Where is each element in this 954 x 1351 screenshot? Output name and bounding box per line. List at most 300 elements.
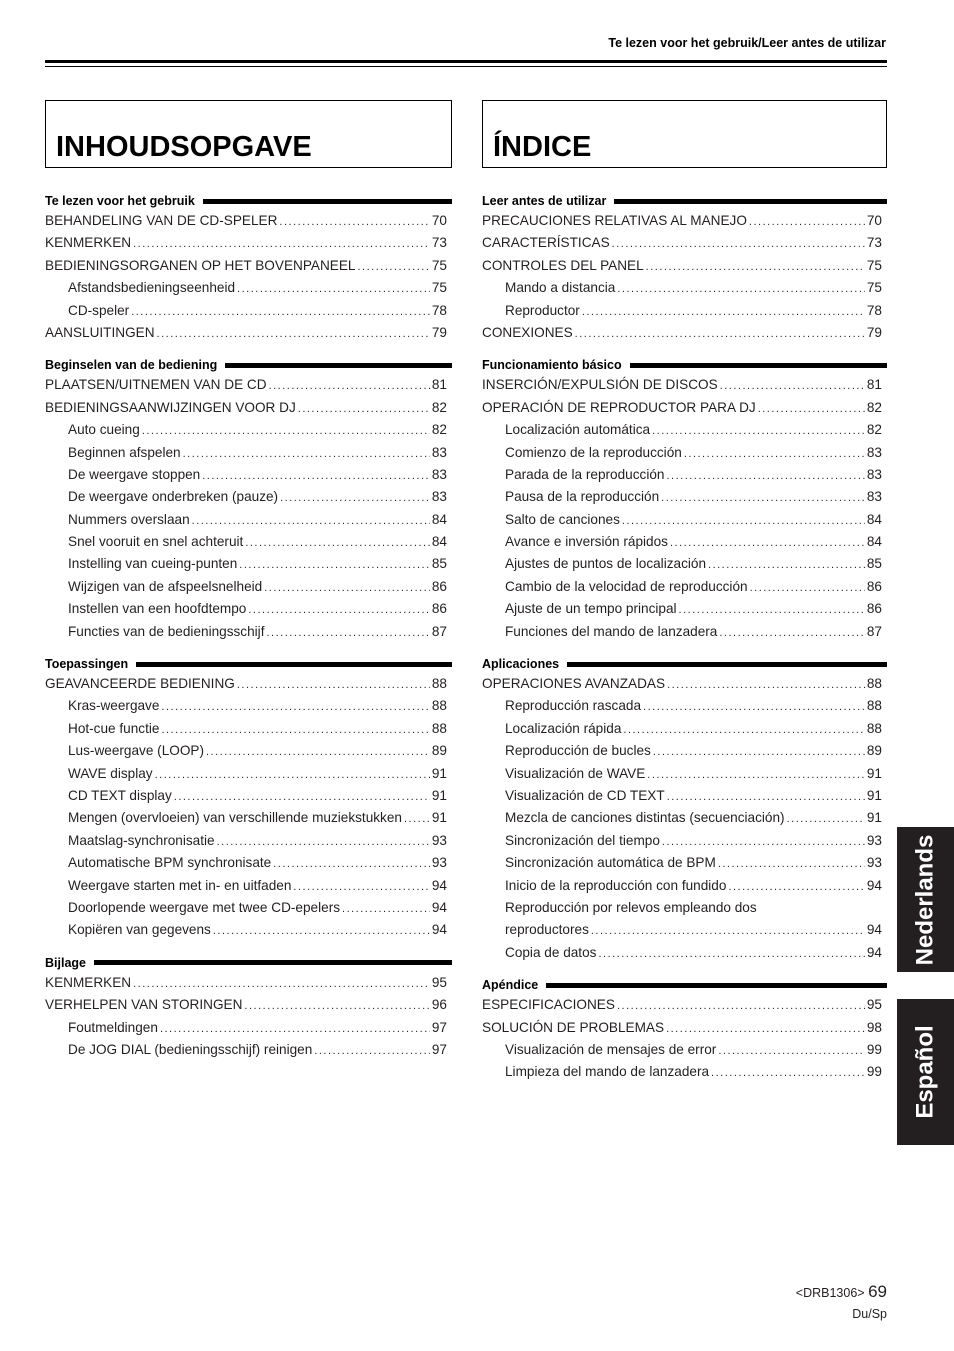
toc-entry[interactable] — [45, 1017, 452, 1039]
toc-entry-leader — [266, 622, 429, 644]
toc-entry-text: KENMERKEN — [45, 235, 132, 251]
section-heading-label: Te lezen voor het gebruik — [45, 194, 195, 208]
toc-entry-text: Wijzigen van de afspeelsnelheid — [68, 578, 263, 594]
toc-sections — [482, 192, 887, 1084]
header-rule-thick — [45, 60, 887, 63]
toc-entry[interactable] — [45, 300, 452, 322]
language-tab-espanol — [897, 999, 954, 1145]
toc-entry-leader — [174, 786, 430, 808]
toc-entry-leader — [269, 375, 430, 397]
toc-entry-text: Localización automática — [505, 422, 651, 438]
toc-entry-text: BEDIENINGSAANWIJZINGEN VOOR DJ — [45, 399, 296, 415]
toc-entry[interactable] — [45, 994, 452, 1016]
toc-entry-page: 93 — [431, 832, 447, 848]
toc-entry[interactable] — [482, 509, 887, 531]
toc-entry-text: CONTROLES DEL PANEL — [482, 257, 644, 273]
toc-entry-page: 86 — [431, 601, 447, 617]
toc-entry-leader — [582, 301, 865, 323]
toc-entry-leader — [598, 943, 864, 965]
toc-entry-page: 85 — [866, 556, 882, 572]
toc-entry-text: Limpieza del mando de lanzadera — [505, 1064, 710, 1080]
toc-entry-page: 75 — [431, 280, 447, 296]
toc-entry-leader — [133, 233, 430, 255]
section-heading-label: Toepassingen — [45, 657, 129, 672]
toc-entry[interactable] — [45, 740, 452, 762]
toc-entry-text: Inicio de la reproducción con fundido — [505, 877, 727, 893]
toc-entry-page: 81 — [866, 377, 882, 393]
toc-entry[interactable] — [45, 718, 452, 740]
toc-entry[interactable] — [482, 598, 887, 620]
toc-entry-text: Instellen van een hoofdtempo — [68, 601, 247, 617]
toc-entry[interactable] — [45, 419, 452, 441]
toc-entry-page: 84 — [866, 511, 882, 527]
toc-entry[interactable] — [482, 464, 887, 486]
toc-entry[interactable] — [45, 919, 452, 941]
toc-entry[interactable] — [45, 464, 452, 486]
toc-entry[interactable] — [482, 553, 887, 575]
toc-entry-page: 86 — [431, 578, 447, 594]
toc-entry-page: 79 — [431, 324, 447, 340]
toc-entry-page: 83 — [866, 489, 882, 505]
toc-entry[interactable] — [45, 509, 452, 531]
toc-entry-page: 91 — [431, 787, 447, 803]
toc-entry-page: 84 — [431, 511, 447, 527]
toc-entry[interactable] — [482, 785, 887, 807]
section-heading — [45, 954, 452, 972]
toc-entry-leader — [617, 278, 865, 300]
toc-entry-leader — [264, 577, 430, 599]
toc-entry-leader — [237, 278, 430, 300]
toc-entry[interactable] — [45, 531, 452, 553]
toc-entry-text: Mezcla de canciones distintas (secuenciación) — [505, 810, 785, 826]
toc-entry-page: 94 — [866, 877, 882, 893]
toc-entry-text: Pausa de la reproducción — [505, 489, 660, 505]
toc-entry[interactable] — [45, 673, 452, 695]
toc-entry-page: 70 — [866, 213, 882, 228]
toc-entry[interactable] — [482, 852, 887, 874]
toc-entry-leader — [157, 323, 430, 345]
toc-entry-leader — [718, 853, 865, 875]
toc-entry-page: 89 — [866, 743, 882, 759]
toc-entry-text: Nummers overslaan — [68, 511, 190, 527]
toc-entry-leader — [404, 808, 430, 830]
toc-entry-leader — [661, 487, 865, 509]
toc-entry-text: Beginnen afspelen — [68, 444, 181, 460]
toc-entry-text: Sincronización del tiempo — [505, 832, 660, 848]
toc-entry-leader — [279, 211, 429, 233]
toc-entry[interactable] — [482, 875, 887, 897]
toc-entry-page: 73 — [431, 235, 447, 251]
toc-entry-leader — [652, 420, 865, 442]
toc-entry-text: Afstandsbedieningseenheid — [68, 280, 236, 296]
toc-entry-page: 83 — [431, 489, 447, 505]
section-heading-bar — [225, 363, 452, 368]
language-tab-nederlands — [897, 827, 954, 972]
section-heading — [45, 655, 452, 673]
toc-entry[interactable] — [482, 232, 887, 254]
toc-entry-page: 70 — [431, 213, 447, 228]
toc-entry[interactable] — [45, 695, 452, 717]
toc-entry-page: 83 — [866, 466, 882, 482]
toc-entry-leader — [161, 696, 429, 718]
toc-entry-text: VERHELPEN VAN STORINGEN — [45, 997, 243, 1013]
toc-entry[interactable] — [45, 598, 452, 620]
toc-entry[interactable] — [482, 397, 887, 419]
toc-entry-leader — [342, 898, 430, 920]
toc-entry-text: Reproducción por relevos empleando dos — [505, 899, 757, 915]
toc-entry-leader — [612, 233, 865, 255]
section-heading-bar — [203, 199, 452, 204]
toc-entry-leader — [575, 323, 865, 345]
toc-entry-leader — [718, 1040, 865, 1062]
toc-entry-leader — [758, 398, 865, 420]
toc-column-spanish — [482, 100, 887, 1084]
toc-entry-text: Parada de la reproducción — [505, 466, 665, 482]
toc-entry-leader — [298, 398, 430, 420]
toc-entry-text: Foutmeldingen — [68, 1019, 158, 1035]
language-tab-label: Español — [911, 1025, 939, 1119]
section-heading — [482, 976, 887, 994]
page-header-title: Te lezen voor het gebruik/Leer antes de utilizar — [608, 36, 886, 50]
toc-entry-page: 82 — [866, 422, 882, 438]
toc-entry[interactable] — [45, 576, 452, 598]
footer-language: Du/Sp — [852, 1307, 887, 1321]
toc-entry[interactable] — [482, 830, 887, 852]
section-heading — [482, 192, 887, 210]
toc-entry-text: SOLUCIÓN DE PROBLEMAS — [482, 1019, 665, 1035]
toc-entry-text: Sincronización automática de BPM — [505, 855, 716, 871]
toc-entry-text: Copia de datos — [505, 944, 597, 960]
toc-entry[interactable] — [482, 300, 887, 322]
toc-entry-page: 83 — [431, 466, 447, 482]
toc-entry[interactable] — [482, 322, 887, 344]
toc-entry-page: 75 — [431, 257, 447, 273]
toc-entry-page: 83 — [866, 444, 882, 460]
toc-entry-text: Lus-weergave (LOOP) — [68, 743, 204, 759]
toc-entry-text: Avance e inversión rápidos — [505, 534, 668, 550]
toc-entry[interactable] — [45, 1039, 452, 1061]
toc-entry[interactable] — [45, 553, 452, 575]
toc-entry-leader — [591, 920, 865, 942]
toc-entry-text: Ajustes de puntos de localización — [505, 556, 707, 572]
toc-entry-page: 88 — [431, 720, 447, 736]
section-heading-label: Beginselen van de bediening — [45, 358, 218, 373]
toc-entry-text: Funciones del mando de lanzadera — [505, 623, 718, 639]
toc-entry-leader — [708, 554, 865, 576]
toc-entry[interactable] — [482, 919, 887, 941]
toc-entry[interactable] — [482, 807, 887, 829]
toc-entry-leader — [280, 487, 430, 509]
footer-code — [796, 1282, 887, 1302]
toc-entry-page: 83 — [431, 444, 447, 460]
toc-entry-page: 95 — [431, 974, 447, 990]
toc-entry-leader — [213, 920, 430, 942]
toc-entry-leader — [248, 599, 430, 621]
toc-entry-page: 93 — [431, 855, 447, 871]
toc-entry-page: 85 — [431, 556, 447, 572]
toc-entry[interactable] — [482, 419, 887, 441]
toc-entry-text: ESPECIFICACIONES — [482, 997, 615, 1013]
toc-entry[interactable] — [482, 210, 887, 232]
toc-entry-text: Visualización de mensajes de error — [505, 1041, 717, 1057]
toc-entry-page: 84 — [431, 534, 447, 550]
toc-entry-page: 79 — [866, 324, 882, 340]
toc-entry[interactable] — [45, 232, 452, 254]
toc-entry-page: 82 — [431, 422, 447, 438]
toc-title: ÍNDICE — [493, 131, 592, 163]
toc-entry-text: CD-speler — [68, 302, 130, 318]
toc-entry-page: 75 — [866, 257, 882, 273]
toc-entry-page: 99 — [866, 1064, 882, 1080]
toc-entry-leader — [239, 554, 430, 576]
toc-entry-page: 81 — [431, 377, 447, 393]
toc-entry-text: De JOG DIAL (bedieningsschijf) reinigen — [68, 1041, 313, 1057]
toc-entry-text: BEHANDELING VAN DE CD-SPELER — [45, 213, 278, 228]
section-heading-bar — [136, 662, 452, 667]
toc-entry[interactable] — [482, 942, 887, 964]
section-heading — [45, 192, 452, 210]
toc-entry-leader — [670, 532, 865, 554]
toc-entry-text: OPERACIONES AVANZADAS — [482, 676, 666, 692]
toc-entry-text: Kopiëren van gegevens — [68, 922, 211, 938]
toc-entry-text: Auto cueing — [68, 422, 140, 438]
toc-entry-leader — [202, 465, 430, 487]
toc-entry-text: Reproductor — [505, 302, 580, 318]
toc-entry-text: Functies van de bedieningsschijf — [68, 623, 265, 639]
toc-entry-text: PLAATSEN/UITNEMEN VAN DE CD — [45, 377, 267, 393]
toc-entry-page: 94 — [866, 922, 882, 938]
toc-entry-page: 87 — [431, 623, 447, 639]
toc-entry-text: AANSLUITINGEN — [45, 324, 155, 340]
toc-entry-leader — [183, 443, 430, 465]
toc-entry-page: 94 — [431, 899, 447, 915]
toc-entry-leader — [155, 764, 430, 786]
toc-entry[interactable] — [482, 718, 887, 740]
toc-entry[interactable] — [482, 763, 887, 785]
toc-entry[interactable] — [482, 1061, 887, 1083]
toc-entry-text: WAVE display — [68, 765, 153, 781]
toc-entry-leader — [653, 741, 865, 763]
language-tab-label: Nederlands — [911, 834, 939, 965]
toc-entry-page: 91 — [866, 787, 882, 803]
toc-entry-page: 94 — [431, 922, 447, 938]
toc-entry[interactable] — [482, 1017, 887, 1039]
toc-entry-text: Hot-cue functie — [68, 720, 160, 736]
toc-entry-leader — [273, 853, 430, 875]
toc-entry[interactable] — [45, 830, 452, 852]
toc-entry-text: Ajuste de un tempo principal — [505, 601, 677, 617]
document-code: <DRB1306> — [795, 1286, 865, 1300]
toc-entry-leader — [667, 786, 865, 808]
toc-entry-page: 87 — [866, 623, 882, 639]
toc-entry-page: 82 — [431, 399, 447, 415]
toc-entry-page: 91 — [431, 810, 447, 826]
toc-entry-page: 73 — [866, 235, 882, 251]
toc-entry[interactable] — [482, 374, 887, 396]
toc-entry[interactable] — [45, 255, 452, 277]
toc-title-box — [482, 100, 887, 168]
toc-entry[interactable] — [482, 486, 887, 508]
toc-entry-text: GEAVANCEERDE BEDIENING — [45, 676, 235, 692]
toc-entry-leader — [622, 510, 865, 532]
toc-entry-page: 88 — [866, 720, 882, 736]
toc-entry[interactable] — [45, 621, 452, 643]
toc-entry[interactable] — [45, 852, 452, 874]
toc-entry-page: 96 — [431, 997, 447, 1013]
toc-entry-leader — [293, 876, 429, 898]
toc-entry-text: Instelling van cueing-punten — [68, 556, 238, 572]
toc-entry-leader — [684, 443, 865, 465]
toc-entry[interactable] — [45, 875, 452, 897]
toc-entry-text: Mando a distancia — [505, 280, 616, 296]
toc-entry-leader — [643, 696, 865, 718]
toc-entry[interactable] — [482, 673, 887, 695]
toc-entry-page: 99 — [866, 1041, 882, 1057]
toc-entry-page: 91 — [866, 765, 882, 781]
toc-entry-leader — [647, 764, 865, 786]
section-heading — [45, 356, 452, 374]
section-heading — [482, 356, 887, 374]
section-heading-bar — [546, 983, 887, 988]
toc-entry-page: 97 — [431, 1019, 447, 1035]
toc-entry[interactable] — [45, 210, 452, 232]
toc-entry-text: Reproducción de bucles — [505, 743, 651, 759]
toc-entry[interactable] — [482, 277, 887, 299]
toc-entry-page: 89 — [431, 743, 447, 759]
toc-entry-leader — [245, 532, 430, 554]
section-heading-label: Leer antes de utilizar — [482, 194, 607, 208]
toc-entry[interactable] — [45, 374, 452, 396]
toc-entry-leader — [142, 420, 430, 442]
toc-entry-leader — [160, 1018, 430, 1040]
toc-entry-leader — [749, 211, 865, 233]
toc-entry-text: OPERACIÓN DE REPRODUCTOR PARA DJ — [482, 399, 756, 415]
section-heading-label: Aplicaciones — [482, 657, 560, 672]
toc-entry-leader — [787, 808, 865, 830]
section-heading-bar — [614, 199, 887, 204]
header-rule-thin — [45, 66, 887, 67]
toc-entry[interactable] — [45, 277, 452, 299]
toc-entry-leader — [192, 510, 430, 532]
page-number: 69 — [868, 1282, 887, 1301]
toc-entry-page: 88 — [431, 676, 447, 692]
toc-entry[interactable] — [482, 695, 887, 717]
toc-entry-text: BEDIENINGSORGANEN OP HET BOVENPANEEL — [45, 257, 356, 273]
toc-entry[interactable] — [45, 322, 452, 344]
toc-entry-leader — [750, 577, 865, 599]
section-heading-bar — [94, 960, 452, 965]
toc-entry[interactable] — [45, 486, 452, 508]
toc-entry-text: De weergave stoppen — [68, 466, 201, 482]
section-heading — [482, 655, 887, 673]
toc-entry[interactable] — [45, 763, 452, 785]
toc-entry-page: 91 — [431, 765, 447, 781]
toc-entry[interactable] — [482, 740, 887, 762]
toc-entry[interactable] — [482, 255, 887, 277]
toc-entry-leader — [711, 1062, 865, 1084]
toc-entry-page: 88 — [431, 698, 447, 714]
toc-entry-text: De weergave onderbreken (pauze) — [68, 489, 279, 505]
toc-entry-page: 78 — [431, 302, 447, 318]
toc-entry-leader — [728, 876, 864, 898]
toc-entry-leader — [719, 622, 865, 644]
toc-entry-page: 86 — [866, 578, 882, 594]
toc-entry-text: Kras-weergave — [68, 698, 160, 714]
toc-entry[interactable] — [482, 531, 887, 553]
toc-entry[interactable] — [45, 897, 452, 919]
toc-entry[interactable] — [45, 807, 452, 829]
toc-entry-leader — [161, 719, 429, 741]
toc-entry[interactable] — [45, 785, 452, 807]
toc-entry-leader — [666, 465, 864, 487]
toc-sections — [45, 192, 452, 1061]
section-heading-label: Funcionamiento básico — [482, 358, 622, 373]
toc-entry-text: INSERCIÓN/EXPULSIÓN DE DISCOS — [482, 377, 718, 393]
toc-entry[interactable] — [482, 442, 887, 464]
toc-entry-page: 88 — [866, 698, 882, 714]
toc-entry-text: PRECAUCIONES RELATIVAS AL MANEJO — [482, 213, 747, 228]
toc-entry-leader — [667, 674, 865, 696]
toc-entry-page: 88 — [866, 676, 882, 692]
toc-entry-text: Comienzo de la reproducción — [505, 444, 682, 460]
toc-entry-page: 93 — [866, 832, 882, 848]
toc-entry[interactable] — [482, 576, 887, 598]
toc-entry-page: 95 — [866, 997, 882, 1013]
toc-entry[interactable] — [482, 1039, 887, 1061]
toc-entry-leader — [646, 256, 865, 278]
toc-entry-leader — [131, 301, 430, 323]
toc-entry[interactable] — [45, 442, 452, 464]
toc-entry-leader — [206, 741, 430, 763]
toc-entry-page: 97 — [431, 1041, 447, 1057]
toc-title-box — [45, 100, 452, 168]
toc-entry[interactable] — [45, 397, 452, 419]
toc-entry-page: 86 — [866, 601, 882, 617]
section-heading-label: Apéndice — [482, 978, 539, 993]
toc-entry-page: 84 — [866, 534, 882, 550]
toc-entry-page: 93 — [866, 855, 882, 871]
toc-entry-leader — [720, 375, 865, 397]
toc-entry-page: 82 — [866, 399, 882, 415]
toc-entry-leader — [623, 719, 864, 741]
toc-entry[interactable] — [482, 897, 887, 919]
toc-entry[interactable] — [482, 994, 887, 1016]
toc-entry-text: CONEXIONES — [482, 324, 573, 340]
section-heading-bar — [630, 363, 887, 368]
toc-entry-page: 75 — [866, 280, 882, 296]
toc-entry-leader — [617, 995, 865, 1017]
toc-entry-page: 98 — [866, 1019, 882, 1035]
section-heading-bar — [567, 662, 887, 667]
toc-entry-text: Cambio de la velocidad de reproducción — [505, 578, 748, 594]
toc-title: INHOUDSOPGAVE — [56, 131, 312, 163]
toc-entry-leader — [237, 674, 430, 696]
toc-entry[interactable] — [45, 972, 452, 994]
toc-entry-leader — [133, 973, 430, 995]
toc-column-dutch — [45, 100, 452, 1061]
toc-entry-leader — [357, 256, 429, 278]
toc-entry-page: 94 — [431, 877, 447, 893]
toc-entry-text: Mengen (overvloeien) van verschillende muziekstukken — [68, 810, 402, 826]
section-heading-label: Bijlage — [45, 955, 86, 970]
toc-entry-text: Maatslag-synchronisatie — [68, 832, 215, 848]
toc-entry-leader — [217, 831, 430, 853]
toc-entry-leader — [679, 599, 865, 621]
toc-entry-text: Localización rápida — [505, 720, 622, 736]
toc-entry-text: Visualización de WAVE — [505, 765, 646, 781]
toc-entry[interactable] — [482, 621, 887, 643]
toc-entry-leader — [314, 1040, 430, 1062]
